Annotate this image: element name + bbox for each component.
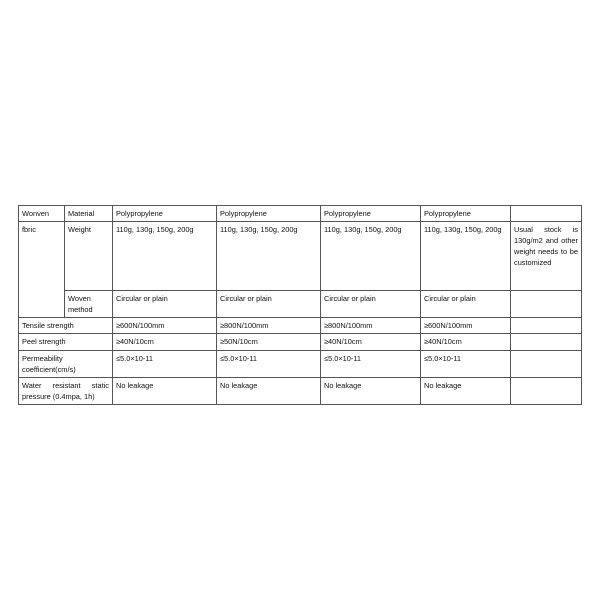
property-cell: Weight [65,222,113,291]
category-cell: Wonven [19,206,65,222]
value-cell: Circular or plain [321,291,421,318]
value-cell: Polypropylene [217,206,321,222]
table-row [19,222,582,291]
value-cell: No leakage [321,377,421,404]
value-cell: ≤5.0×10-11 [113,350,217,377]
property-cell: Water resistant static pressure (0.4mpa, 1h) [19,377,113,404]
value-cell: 110g, 130g, 150g, 200g [113,222,217,291]
value-cell: Circular or plain [217,291,321,318]
value-cell: ≥800N/100mm [217,318,321,334]
category-cell: fbric [19,222,65,318]
value-cell: Polypropylene [321,206,421,222]
table-row [19,334,582,350]
table-row [19,318,582,334]
note-cell: Usual stock is 130g/m2 and other weight needs to be customized [511,222,582,291]
value-cell: 110g, 130g, 150g, 200g [217,222,321,291]
property-cell: Material [65,206,113,222]
note-cell [511,377,582,404]
value-cell: ≥50N/10cm [217,334,321,350]
value-cell: ≥600N/100mm [421,318,511,334]
table-row [19,291,582,318]
property-cell: Woven method [65,291,113,318]
note-cell [511,318,582,334]
note-cell [511,291,582,318]
specification-table [18,205,582,405]
value-cell: Polypropylene [421,206,511,222]
value-cell: No leakage [217,377,321,404]
value-cell: ≤5.0×10-11 [321,350,421,377]
value-cell: Polypropylene [113,206,217,222]
property-cell: Tensile strength [19,318,113,334]
value-cell: ≥40N/10cm [321,334,421,350]
value-cell: 110g, 130g, 150g, 200g [421,222,511,291]
value-cell: ≥40N/10cm [113,334,217,350]
value-cell: Circular or plain [421,291,511,318]
table-row [19,350,582,377]
value-cell: No leakage [113,377,217,404]
value-cell: Circular or plain [113,291,217,318]
note-cell [511,206,582,222]
note-cell [511,350,582,377]
property-cell: Permeability coefficient(cm/s) [19,350,113,377]
value-cell: 110g, 130g, 150g, 200g [321,222,421,291]
value-cell: ≤5.0×10-11 [217,350,321,377]
value-cell: ≤5.0×10-11 [421,350,511,377]
value-cell: ≥800N/100mm [321,318,421,334]
table-row [19,377,582,404]
note-cell [511,334,582,350]
value-cell: ≥40N/10cm [421,334,511,350]
table-row [19,206,582,222]
value-cell: No leakage [421,377,511,404]
value-cell: ≥600N/100mm [113,318,217,334]
property-cell: Peel strength [19,334,113,350]
